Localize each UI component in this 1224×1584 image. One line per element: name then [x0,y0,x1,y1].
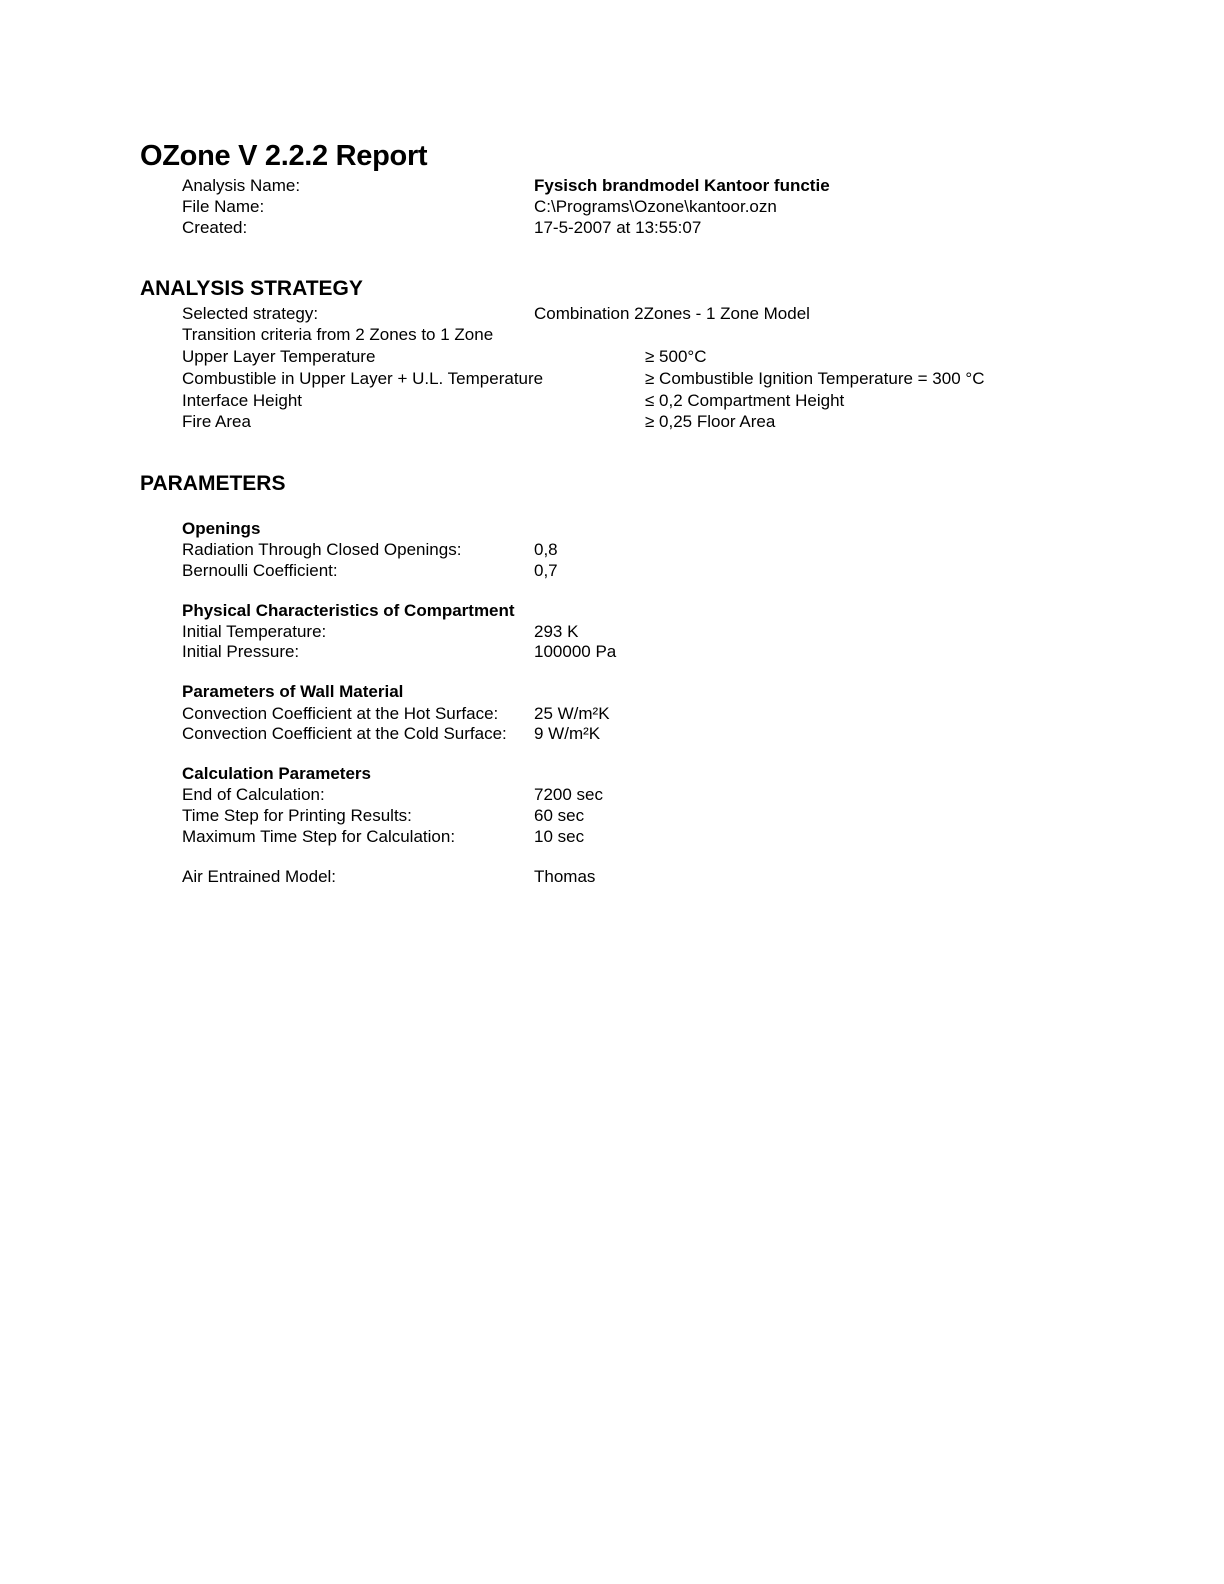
parameter-value: 0,7 [534,561,558,580]
criterion-label: Combustible in Upper Layer + U.L. Temperature [182,369,544,388]
criterion-value: ≥ Combustible Ignition Temperature = 300 °C [645,369,985,388]
air-entrained-model-label: Air Entrained Model: [182,867,337,886]
report-title: OZone V 2.2.2 Report [140,140,428,172]
criterion-value: ≥ 500°C [645,347,707,366]
parameter-value: 0,8 [534,540,558,559]
parameter-label: Convection Coefficient at the Cold Surface: [182,724,507,743]
analysis-strategy-heading: ANALYSIS STRATEGY [140,277,363,300]
criterion-value: ≥ 0,25 Floor Area [645,412,776,431]
parameter-value: 10 sec [534,827,585,846]
parameter-label: Time Step for Printing Results: [182,806,412,825]
file-name-label: File Name: [182,197,265,216]
analysis-name-value: Fysisch brandmodel Kantoor functie [534,176,830,195]
parameter-label: Convection Coefficient at the Hot Surface: [182,704,499,723]
parameters-heading: PARAMETERS [140,472,286,495]
parameter-label: Initial Temperature: [182,622,327,641]
parameter-value: 9 W/m²K [534,724,601,743]
openings-heading: Openings [182,519,261,538]
wall-material-heading: Parameters of Wall Material [182,682,404,701]
parameter-value: 293 K [534,622,579,641]
selected-strategy-label: Selected strategy: [182,304,319,323]
created-label: Created: [182,218,248,237]
criterion-label: Interface Height [182,391,303,410]
physical-characteristics-heading: Physical Characteristics of Compartment [182,601,515,620]
parameter-label: Radiation Through Closed Openings: [182,540,462,559]
criterion-value: ≤ 0,2 Compartment Height [645,391,845,410]
parameter-label: End of Calculation: [182,785,325,804]
criterion-label: Fire Area [182,412,251,431]
analysis-name-label: Analysis Name: [182,176,301,195]
parameter-label: Initial Pressure: [182,642,300,661]
selected-strategy-value: Combination 2Zones - 1 Zone Model [534,304,810,323]
parameter-label: Maximum Time Step for Calculation: [182,827,456,846]
parameter-value: 100000 Pa [534,642,617,661]
parameter-value: 25 W/m²K [534,704,610,723]
parameter-value: 7200 sec [534,785,603,804]
criterion-label: Upper Layer Temperature [182,347,376,366]
calculation-parameters-heading: Calculation Parameters [182,764,371,783]
file-name-value: C:\Programs\Ozone\kantoor.ozn [534,197,777,216]
created-value: 17-5-2007 at 13:55:07 [534,218,702,237]
transition-criteria-label: Transition criteria from 2 Zones to 1 Zone [182,325,494,344]
parameter-value: 60 sec [534,806,585,825]
parameter-label: Bernoulli Coefficient: [182,561,338,580]
air-entrained-model-value: Thomas [534,867,596,886]
